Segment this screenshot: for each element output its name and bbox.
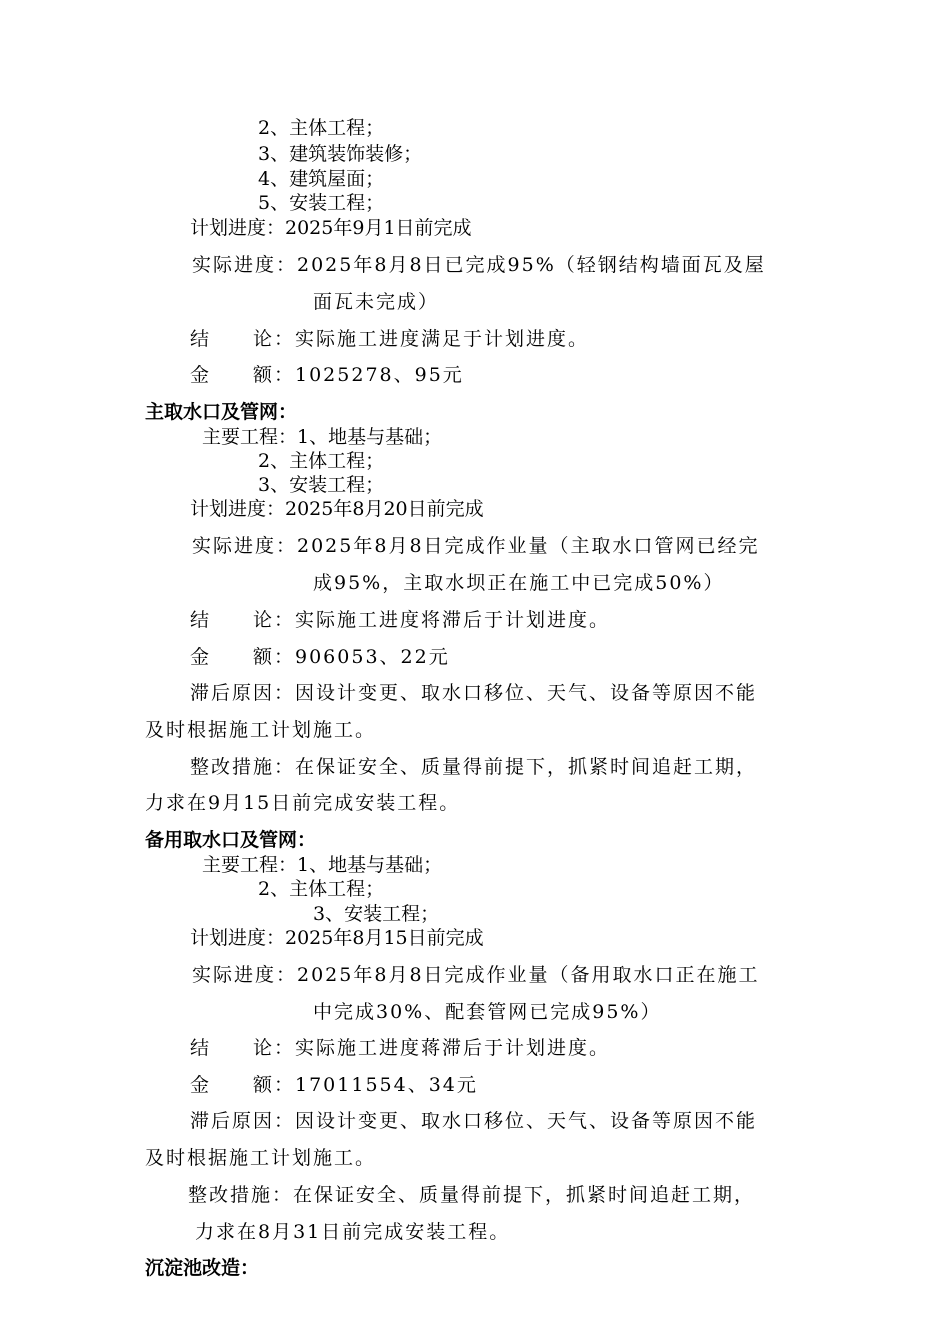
plan-progress: 计划进度：2025年9月1日前完成 [190, 217, 472, 239]
corrective-measures-cont: 力求在8月31日前完成安装工程。 [195, 1221, 511, 1243]
plan-progress: 计划进度：2025年8月15日前完成 [190, 927, 484, 949]
delay-reason: 滞后原因：因设计变更、取水口移位、天气、设备等原因不能 [190, 682, 758, 704]
delay-reason-cont: 及时根据施工计划施工。 [145, 719, 377, 741]
actual-progress: 实际进度：2025年8月8日完成作业量（主取水口管网已经完 [192, 535, 760, 557]
corrective-measures: 整改措施：在保证安全、质量得前提下，抓紧时间追赶工期， [188, 1184, 756, 1206]
corrective-measures-cont: 力求在9月15日前完成安装工程。 [145, 792, 461, 814]
list-item: 4、建筑屋面； [258, 168, 385, 190]
list-item: 3、安装工程； [258, 474, 385, 496]
actual-progress: 实际进度：2025年8月8日完成作业量（备用取水口正在施工 [192, 964, 760, 986]
delay-reason: 滞后原因：因设计变更、取水口移位、天气、设备等原因不能 [190, 1110, 758, 1132]
conclusion: 结 论：实际施工进度蒋滞后于计划进度。 [190, 1037, 611, 1059]
plan-progress: 计划进度：2025年8月20日前完成 [190, 498, 484, 520]
section-heading: 主取水口及管网： [145, 401, 298, 423]
list-item: 5、安装工程； [258, 192, 385, 214]
section-heading: 备用取水口及管网： [145, 829, 317, 851]
list-item: 3、安装工程； [313, 903, 440, 925]
amount: 金 额：906053、22元 [190, 646, 450, 668]
actual-progress: 实际进度：2025年8月8日已完成95%（轻钢结构墙面瓦及屋 [192, 254, 766, 276]
delay-reason-cont: 及时根据施工计划施工。 [145, 1147, 377, 1169]
conclusion: 结 论：实际施工进度满足于计划进度。 [190, 328, 590, 350]
list-item: 2、主体工程； [258, 117, 385, 139]
actual-progress-cont: 中完成30%、配套管网已完成95%） [313, 1001, 662, 1023]
list-item: 2、主体工程； [258, 878, 385, 900]
corrective-measures: 整改措施：在保证安全、质量得前提下，抓紧时间追赶工期， [190, 756, 758, 778]
section-heading: 沉淀池改造： [145, 1257, 260, 1279]
list-item: 2、主体工程； [258, 450, 385, 472]
main-works: 主要工程：1、地基与基础； [202, 426, 443, 448]
list-item: 3、建筑装饰装修； [258, 143, 423, 165]
amount: 金 额：17011554、34元 [190, 1074, 478, 1096]
main-works: 主要工程：1、地基与基础； [202, 854, 443, 876]
conclusion: 结 论：实际施工进度将滞后于计划进度。 [190, 609, 611, 631]
actual-progress-cont: 面瓦未完成） [313, 291, 440, 313]
actual-progress-cont: 成95%，主取水坝正在施工中已完成50%） [313, 572, 725, 594]
amount: 金 额：1025278、95元 [190, 364, 464, 386]
